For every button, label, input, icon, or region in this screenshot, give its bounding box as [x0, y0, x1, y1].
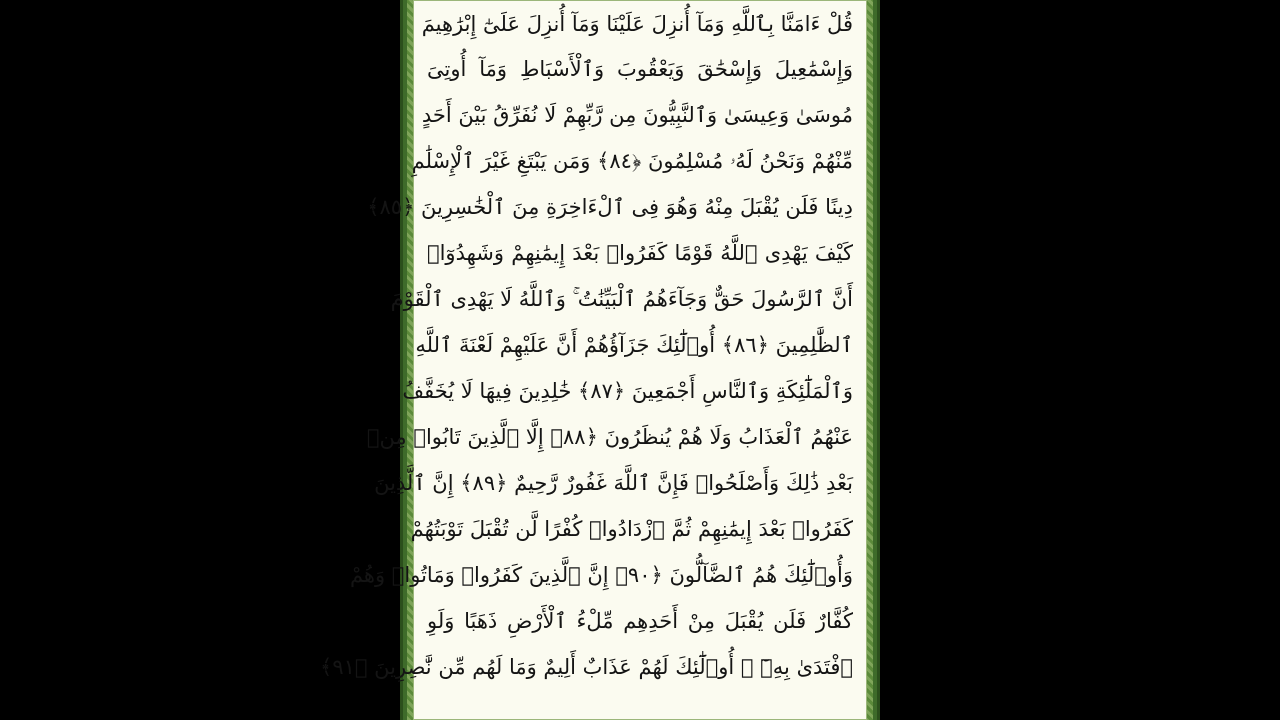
verse-line: كَفَرُوا۟ بَعْدَ إِيمَٰنِهِمْ ثُمَّ ٱزْدَادُوا۟ كُفْرًا لَّن تُقْبَلَ تَوْبَتُهُمْ: [410, 517, 853, 541]
verse-line: كُفَّارٌ فَلَن يُقْبَلَ مِنْ أَحَدِهِم مِّلْءُ ٱلْأَرْضِ ذَهَبًا وَلَوِ: [427, 609, 853, 633]
verse-line: ٱفْتَدَىٰ بِهِۦٓ ۗ أُو۟لَٰٓئِكَ لَهُمْ عَذَابٌ أَلِيمٌ وَمَا لَهُم مِّن نَّٰصِرِينَ ﴿٩١﴾: [320, 655, 853, 679]
verse-line: أَنَّ ٱلرَّسُولَ حَقٌّ وَجَآءَهُمُ ٱلْبَيِّنَٰتُ ۚ وَٱللَّهُ لَا يَهْدِى ٱلْقَوْمَ: [390, 287, 853, 311]
page-paper: [320, 0, 867, 720]
verse-line: ٱلظَّٰلِمِينَ ﴿٨٦﴾ أُو۟لَٰٓئِكَ جَزَآؤُهُمْ أَنَّ عَلَيْهِمْ لَعْنَةَ ٱللَّهِ: [415, 333, 853, 357]
verse-line: وَأُو۟لَٰٓئِكَ هُمُ ٱلضَّآلُّونَ ﴿٩٠﴾ إِنَّ ٱلَّذِينَ كَفَرُوا۟ وَمَاتُوا۟ وَهُمْ: [349, 563, 853, 587]
verse-line: عَنْهُمُ ٱلْعَذَابُ وَلَا هُمْ يُنظَرُونَ ﴿٨٨﴾ إِلَّا ٱلَّذِينَ تَابُوا۟ مِنۢ: [366, 425, 853, 449]
verse-line: بَعْدِ ذَٰلِكَ وَأَصْلَحُوا۟ فَإِنَّ ٱللَّهَ غَفُورٌ رَّحِيمٌ ﴿٨٩﴾ إِنَّ ٱلَّذِينَ: [374, 471, 853, 495]
verse-lines: [320, 2, 853, 720]
verse-line: كَيْفَ يَهْدِى ٱللَّهُ قَوْمًا كَفَرُوا۟ بَعْدَ إِيمَٰنِهِمْ وَشَهِدُوٓا۟: [427, 241, 853, 265]
verse-line: قُلْ ءَامَنَّا بِٱللَّهِ وَمَآ أُنزِلَ عَلَيْنَا وَمَآ أُنزِلَ عَلَىٰٓ إِبْرَٰهِيمَ: [421, 12, 853, 36]
verse-line: وَٱلْمَلَٰٓئِكَةِ وَٱلنَّاسِ أَجْمَعِينَ ﴿٨٧﴾ خَٰلِدِينَ فِيهَا لَا يُخَفَّفُ: [402, 379, 853, 403]
verse-line: مُوسَىٰ وَعِيسَىٰ وَٱلنَّبِيُّونَ مِن رَّبِّهِمْ لَا نُفَرِّقُ بَيْنَ أَحَدٍ: [421, 103, 853, 127]
verse-line: دِينًا فَلَن يُقْبَلَ مِنْهُ وَهُوَ فِى ٱلْءَاخِرَةِ مِنَ ٱلْخَٰسِرِينَ ﴿٨٥﴾: [367, 195, 853, 219]
verse-line: مِّنْهُمْ وَنَحْنُ لَهُۥ مُسْلِمُونَ ﴿٨٤﴾ وَمَن يَبْتَغِ غَيْرَ ٱلْإِسْلَٰمِ: [411, 149, 853, 173]
mushaf-page: [320, 0, 880, 720]
verse-line: وَإِسْمَٰعِيلَ وَإِسْحَٰقَ وَيَعْقُوبَ وَٱلْأَسْبَاطِ وَمَآ أُوتِىَ: [427, 57, 853, 81]
